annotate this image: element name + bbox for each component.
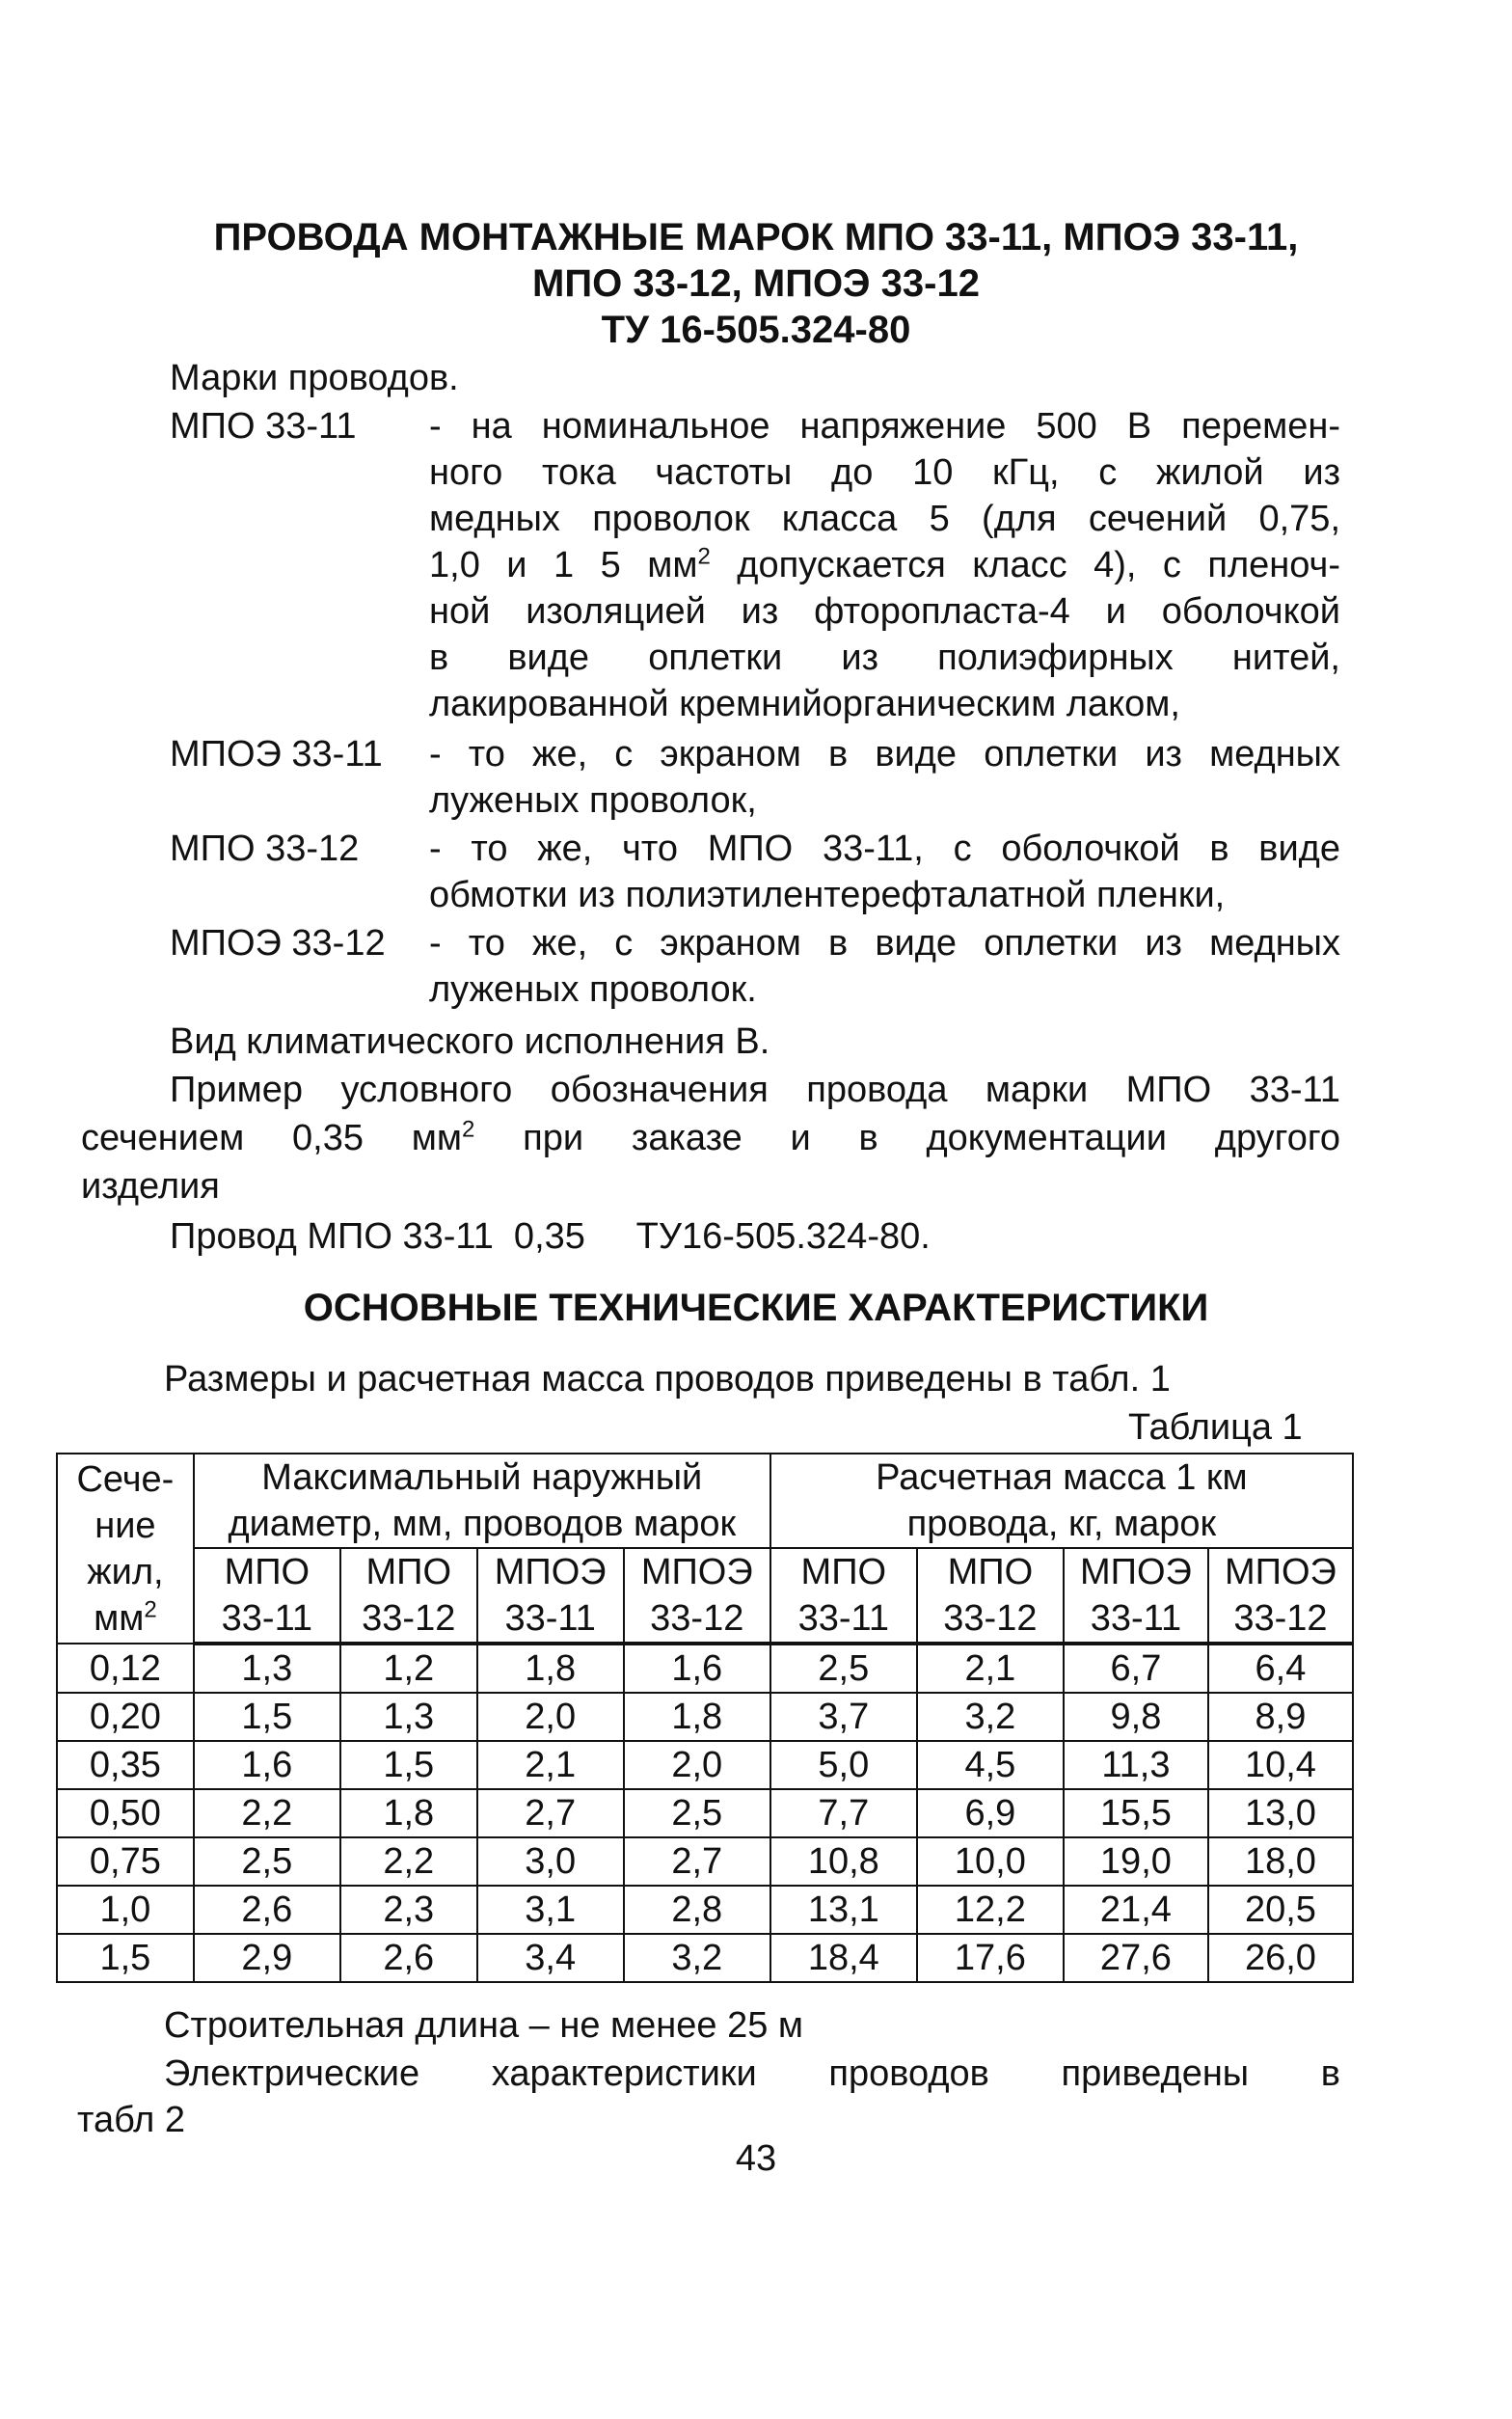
- climate-text: Вид климатического исполнения В.: [170, 1021, 770, 1062]
- document-title-line-2: МПО 33-12, МПОЭ 33-12: [532, 262, 980, 305]
- header-line: 33-12: [650, 1598, 744, 1639]
- header-line: 33-12: [362, 1598, 456, 1639]
- value-cell: 17,6: [917, 1934, 1064, 1982]
- desc-line: медных проволок класса 5 (для сечений 0,75,: [429, 499, 1340, 539]
- value-cell: 1,5: [340, 1741, 477, 1789]
- example-line-1: Пример условного обозначения провода марки МПО 33-11: [170, 1070, 1340, 1110]
- designation-example: Провод МПО 33-11 0,35 ТУ16-505.324-80.: [170, 1216, 931, 1257]
- desc-line: луженых проволок.: [429, 969, 757, 1010]
- example-line-3: изделия: [81, 1166, 220, 1207]
- electrical-line-2: табл 2: [77, 2100, 186, 2140]
- header-line: 33-11: [221, 1598, 313, 1639]
- value-cell: 2,0: [624, 1741, 770, 1789]
- example-line-part: сечением 0,35 мм: [81, 1118, 463, 1158]
- header-line: Сече-: [76, 1458, 175, 1500]
- value-cell: 1,8: [624, 1693, 770, 1741]
- value-cell: 12,2: [917, 1886, 1064, 1934]
- page-number: 43: [735, 2138, 777, 2179]
- header-line: 33-11: [797, 1598, 889, 1639]
- cross-section-cell: 0,50: [57, 1789, 194, 1837]
- header-line: диаметр, мм, проводов марок: [228, 1504, 737, 1544]
- value-cell: 2,3: [340, 1886, 477, 1934]
- header-line: ние: [94, 1505, 156, 1546]
- value-cell: 26,0: [1208, 1934, 1353, 1982]
- header-line: Максимальный наружный: [261, 1457, 703, 1498]
- value-cell: 3,4: [477, 1934, 624, 1982]
- header-line: МПО: [800, 1552, 887, 1592]
- brands-intro: Марки проводов.: [170, 358, 459, 398]
- value-cell: 3,2: [624, 1934, 770, 1982]
- value-cell: 9,8: [1064, 1693, 1208, 1741]
- value-cell: 2,1: [477, 1741, 624, 1789]
- desc-line: луженых проволок,: [429, 780, 757, 821]
- cross-section-cell: 1,0: [57, 1886, 194, 1934]
- value-cell: 3,0: [477, 1837, 624, 1886]
- value-cell: 18,0: [1208, 1837, 1353, 1886]
- value-cell: 2,0: [477, 1693, 624, 1741]
- desc-line: ной изоляцией из фторопласта-4 и оболочкой: [429, 591, 1340, 632]
- header-line: 33-11: [504, 1598, 596, 1639]
- value-cell: 10,0: [917, 1837, 1064, 1886]
- value-cell: 10,4: [1208, 1741, 1353, 1789]
- header-line: Расчетная масса 1 км: [876, 1457, 1248, 1498]
- header-line: провода, кг, марок: [906, 1504, 1217, 1544]
- header-line: 33-12: [943, 1598, 1038, 1639]
- cross-section-cell: 0,75: [57, 1837, 194, 1886]
- value-cell: 2,7: [477, 1789, 624, 1837]
- value-cell: 18,4: [770, 1934, 917, 1982]
- value-cell: 2,7: [624, 1837, 770, 1886]
- table-row: [57, 1644, 1353, 1693]
- value-cell: 6,4: [1208, 1644, 1353, 1693]
- header-line: МПО: [365, 1552, 452, 1592]
- document-title-line-3: ТУ 16-505.324-80: [601, 309, 911, 351]
- value-cell: 1,3: [340, 1693, 477, 1741]
- header-line: [58, 1595, 193, 1642]
- cross-section-cell: 0,12: [57, 1644, 194, 1693]
- table-label: Таблица 1: [1128, 1407, 1303, 1448]
- sub-header: [340, 1548, 477, 1644]
- value-cell: 3,2: [917, 1693, 1064, 1741]
- table-intro: Размеры и расчетная масса проводов приведены в табл. 1: [164, 1359, 1171, 1400]
- header-line: МПО: [947, 1552, 1034, 1592]
- value-cell: 2,6: [340, 1934, 477, 1982]
- document-title-line-1: ПРОВОДА МОНТАЖНЫЕ МАРОК МПО 33-11, МПОЭ 33-11,: [213, 216, 1299, 258]
- sub-header: [770, 1548, 917, 1644]
- sub-header: [1208, 1548, 1353, 1644]
- brand-desc-mpoe-33-12: [429, 920, 1340, 1013]
- value-cell: 2,6: [194, 1886, 340, 1934]
- desc-line: лакированной кремнийорганическим лаком,: [429, 684, 1180, 724]
- value-cell: 2,1: [917, 1644, 1064, 1693]
- cross-section-cell: 0,35: [57, 1741, 194, 1789]
- table-row: [57, 1789, 1353, 1837]
- sub-header: [917, 1548, 1064, 1644]
- value-cell: 1,3: [194, 1644, 340, 1693]
- desc-line-part: допускается класс 4), с пленоч-: [710, 545, 1340, 585]
- desc-line: - на номинальное напряжение 500 В перемен-: [429, 406, 1340, 447]
- value-cell: 13,1: [770, 1886, 917, 1934]
- mass-group-header: [770, 1454, 1353, 1548]
- value-cell: 2,9: [194, 1934, 340, 1982]
- table-row: [57, 1837, 1353, 1886]
- value-cell: 4,5: [917, 1741, 1064, 1789]
- desc-line: обмотки из полиэтилентерефталатной пленки,: [429, 875, 1226, 915]
- header-line: жил,: [87, 1551, 164, 1592]
- value-cell: 21,4: [1064, 1886, 1208, 1934]
- header-line: 33-12: [1233, 1598, 1328, 1639]
- value-cell: 6,9: [917, 1789, 1064, 1837]
- sub-header: [477, 1548, 624, 1644]
- value-cell: 11,3: [1064, 1741, 1208, 1789]
- value-cell: 1,8: [340, 1789, 477, 1837]
- value-cell: 10,8: [770, 1837, 917, 1886]
- header-line: МПОЭ: [1079, 1552, 1192, 1592]
- table-row: [57, 1886, 1353, 1934]
- desc-line: [429, 542, 1340, 588]
- value-cell: 2,8: [624, 1886, 770, 1934]
- value-cell: 1,8: [477, 1644, 624, 1693]
- construction-length: Строительная длина – не менее 25 м: [164, 2005, 804, 2046]
- value-cell: 1,6: [624, 1644, 770, 1693]
- brand-name-mpoe-33-12: МПОЭ 33-12: [170, 923, 386, 964]
- brand-name-mpoe-33-11: МПОЭ 33-11: [170, 734, 383, 775]
- value-cell: 19,0: [1064, 1837, 1208, 1886]
- value-cell: 2,2: [194, 1789, 340, 1837]
- value-cell: 5,0: [770, 1741, 917, 1789]
- value-cell: 6,7: [1064, 1644, 1208, 1693]
- brand-desc-mpo-33-11: [429, 403, 1340, 727]
- sub-header: [1064, 1548, 1208, 1644]
- desc-line: - то же, с экраном в виде оплетки из медных: [429, 734, 1340, 775]
- diameter-group-header: [194, 1454, 770, 1548]
- section-col-header: [57, 1454, 194, 1644]
- cross-section-cell: 0,20: [57, 1693, 194, 1741]
- value-cell: 7,7: [770, 1789, 917, 1837]
- value-cell: 1,6: [194, 1741, 340, 1789]
- value-cell: 20,5: [1208, 1886, 1353, 1934]
- superscript: 2: [697, 543, 711, 570]
- cross-section-cell: 1,5: [57, 1934, 194, 1982]
- specifications-table: [56, 1453, 1354, 1983]
- header-part: мм: [94, 1597, 145, 1639]
- superscript: 2: [144, 1595, 157, 1622]
- sub-header: [194, 1548, 340, 1644]
- table-row: [57, 1741, 1353, 1789]
- header-line: 33-11: [1090, 1598, 1182, 1639]
- value-cell: 27,6: [1064, 1934, 1208, 1982]
- table-row: [57, 1934, 1353, 1982]
- value-cell: 2,5: [770, 1644, 917, 1693]
- desc-line: в виде оплетки из полиэфирных нитей,: [429, 638, 1340, 678]
- superscript: 2: [462, 1116, 475, 1143]
- header-line: МПО: [224, 1552, 310, 1592]
- value-cell: 3,1: [477, 1886, 624, 1934]
- value-cell: 2,5: [624, 1789, 770, 1837]
- value-cell: 8,9: [1208, 1693, 1353, 1741]
- electrical-line-1: Электрические характеристики проводов приведены в: [164, 2053, 1340, 2094]
- brand-name-mpo-33-11: МПО 33-11: [170, 406, 357, 447]
- header-line: МПОЭ: [640, 1552, 753, 1592]
- value-cell: 1,2: [340, 1644, 477, 1693]
- brand-name-mpo-33-12: МПО 33-12: [170, 829, 360, 869]
- table-row: [57, 1693, 1353, 1741]
- desc-line-part: 1,0 и 1 5 мм: [429, 545, 698, 585]
- section-heading: ОСНОВНЫЕ ТЕХНИЧЕСКИЕ ХАРАКТЕРИСТИКИ: [303, 1287, 1209, 1329]
- value-cell: 15,5: [1064, 1789, 1208, 1837]
- example-line-2: [81, 1115, 1340, 1161]
- desc-line: - то же, с экраном в виде оплетки из медных: [429, 923, 1340, 964]
- desc-line: ного тока частоты до 10 кГц, с жилой из: [429, 452, 1340, 493]
- value-cell: 2,5: [194, 1837, 340, 1886]
- value-cell: 1,5: [194, 1693, 340, 1741]
- example-line-part: при заказе и в документации другого: [474, 1118, 1340, 1158]
- value-cell: 3,7: [770, 1693, 917, 1741]
- brand-desc-mpo-33-12: [429, 826, 1340, 918]
- value-cell: 2,2: [340, 1837, 477, 1886]
- sub-header: [624, 1548, 770, 1644]
- table-body: [57, 1644, 1353, 1982]
- brand-desc-mpoe-33-11: [429, 731, 1340, 824]
- header-line: МПОЭ: [1225, 1552, 1336, 1592]
- header-line: МПОЭ: [494, 1552, 607, 1592]
- desc-line: - то же, что МПО 33-11, с оболочкой в виде: [429, 829, 1340, 869]
- value-cell: 13,0: [1208, 1789, 1353, 1837]
